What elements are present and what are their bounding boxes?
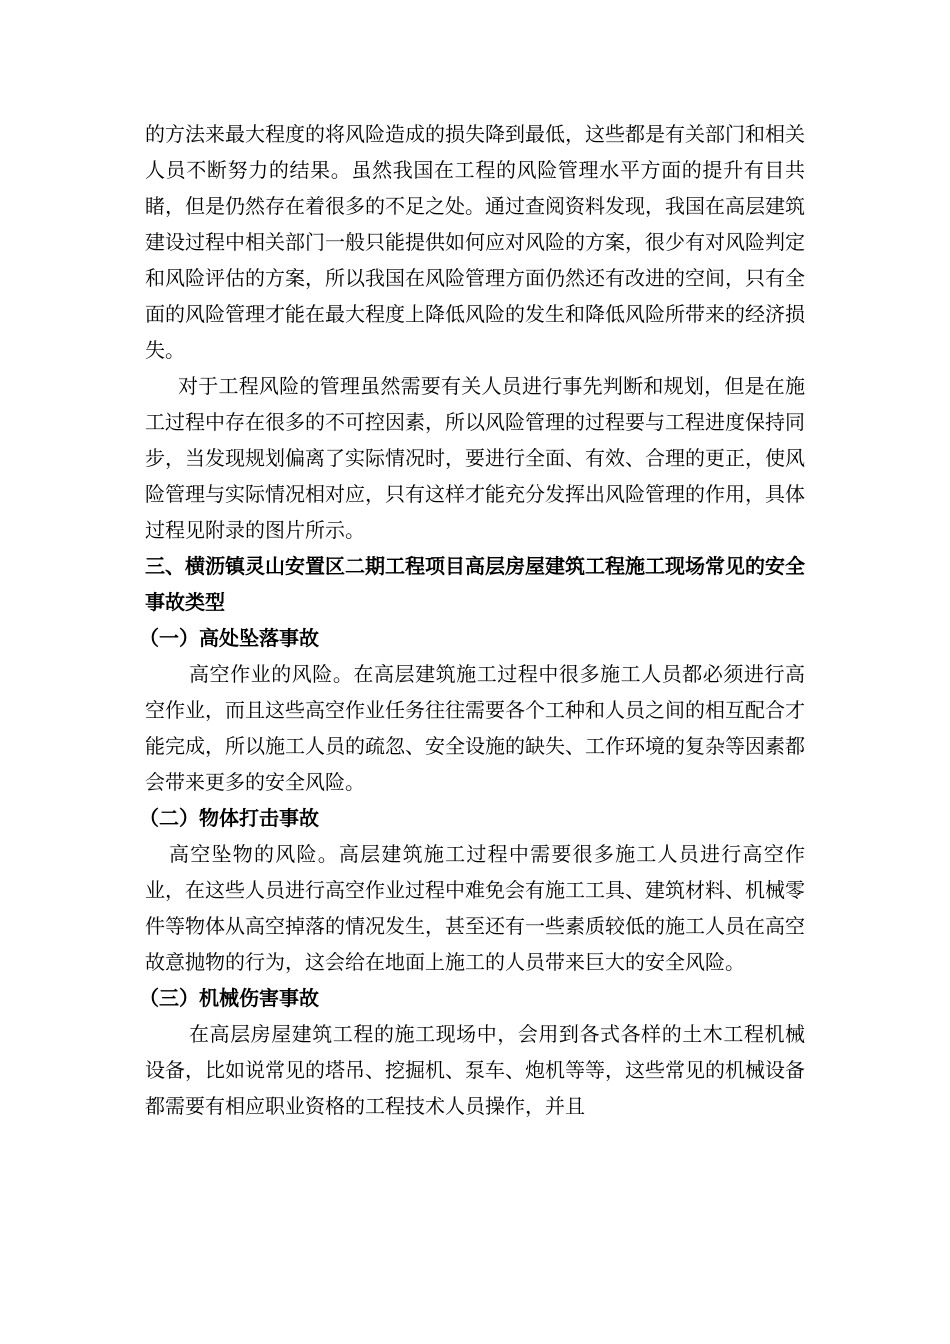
paragraph-fall-from-height: 高空作业的风险。在高层建筑施工过程中很多施工人员都必须进行高空作业，而且这些高空作业任务往往需要各个工种和人员之间的相互配合才能完成，所以施工人员的疏忽、安全设施的缺失、工作环境的复杂等因素都会带来更多的安全风险。 <box>145 662 805 794</box>
section-heading-accident-types: 三、横沥镇灵山安置区二期工程项目高层房屋建筑工程施工现场常见的安全事故类型 <box>145 554 805 614</box>
subsection-heading-fall-from-height: （一）高处坠落事故 <box>139 626 319 650</box>
document-body <box>139 116 805 1124</box>
subsection-heading-object-strike: （二）物体打击事故 <box>139 806 319 830</box>
paragraph-risk-management-summary: 的方法来最大程度的将风险造成的损失降到最低，这些都是有关部门和相关人员不断努力的结果。虽然我国在工程的风险管理水平方面的提升有目共睹，但是仍然存在着很多的不足之处。通过查阅资料发现，我国在高层建筑建设过程中相关部门一般只能提供如何应对风险的方案，很少有对风险判定和风险评估的方案，所以我国在风险管理方面仍然还有改进的空间，只有全面的风险管理才能在最大程度上降低风险的发生和降低风险所带来的经济损失。 <box>145 122 805 362</box>
subsection-heading-mechanical-injury: （三）机械伤害事故 <box>139 986 319 1010</box>
paragraph-object-strike: 高空坠物的风险。高层建筑施工过程中需要很多施工人员进行高空作业，在这些人员进行高空作业过程中难免会有施工工具、建筑材料、机械零件等物体从高空掉落的情况发生，甚至还有一些素质较低的施工人员在高空故意抛物的行为，这会给在地面上施工的人员带来巨大的安全风险。 <box>145 842 805 974</box>
paragraph-mechanical-injury: 在高层房屋建筑工程的施工现场中，会用到各式各样的土木工程机械设备，比如说常见的塔吊、挖掘机、泵车、炮机等等，这些常见的机械设备都需要有相应职业资格的工程技术人员操作，并且 <box>145 1022 805 1118</box>
paragraph-risk-management-process: 对于工程风险的管理虽然需要有关人员进行事先判断和规划，但是在施工过程中存在很多的不可控因素，所以风险管理的过程要与工程进度保持同步，当发现规划偏离了实际情况时，要进行全面、有效、合理的更正，使风险管理与实际情况相对应，只有这样才能充分发挥出风险管理的作用，具体过程见附录的图片所示。 <box>145 374 805 542</box>
